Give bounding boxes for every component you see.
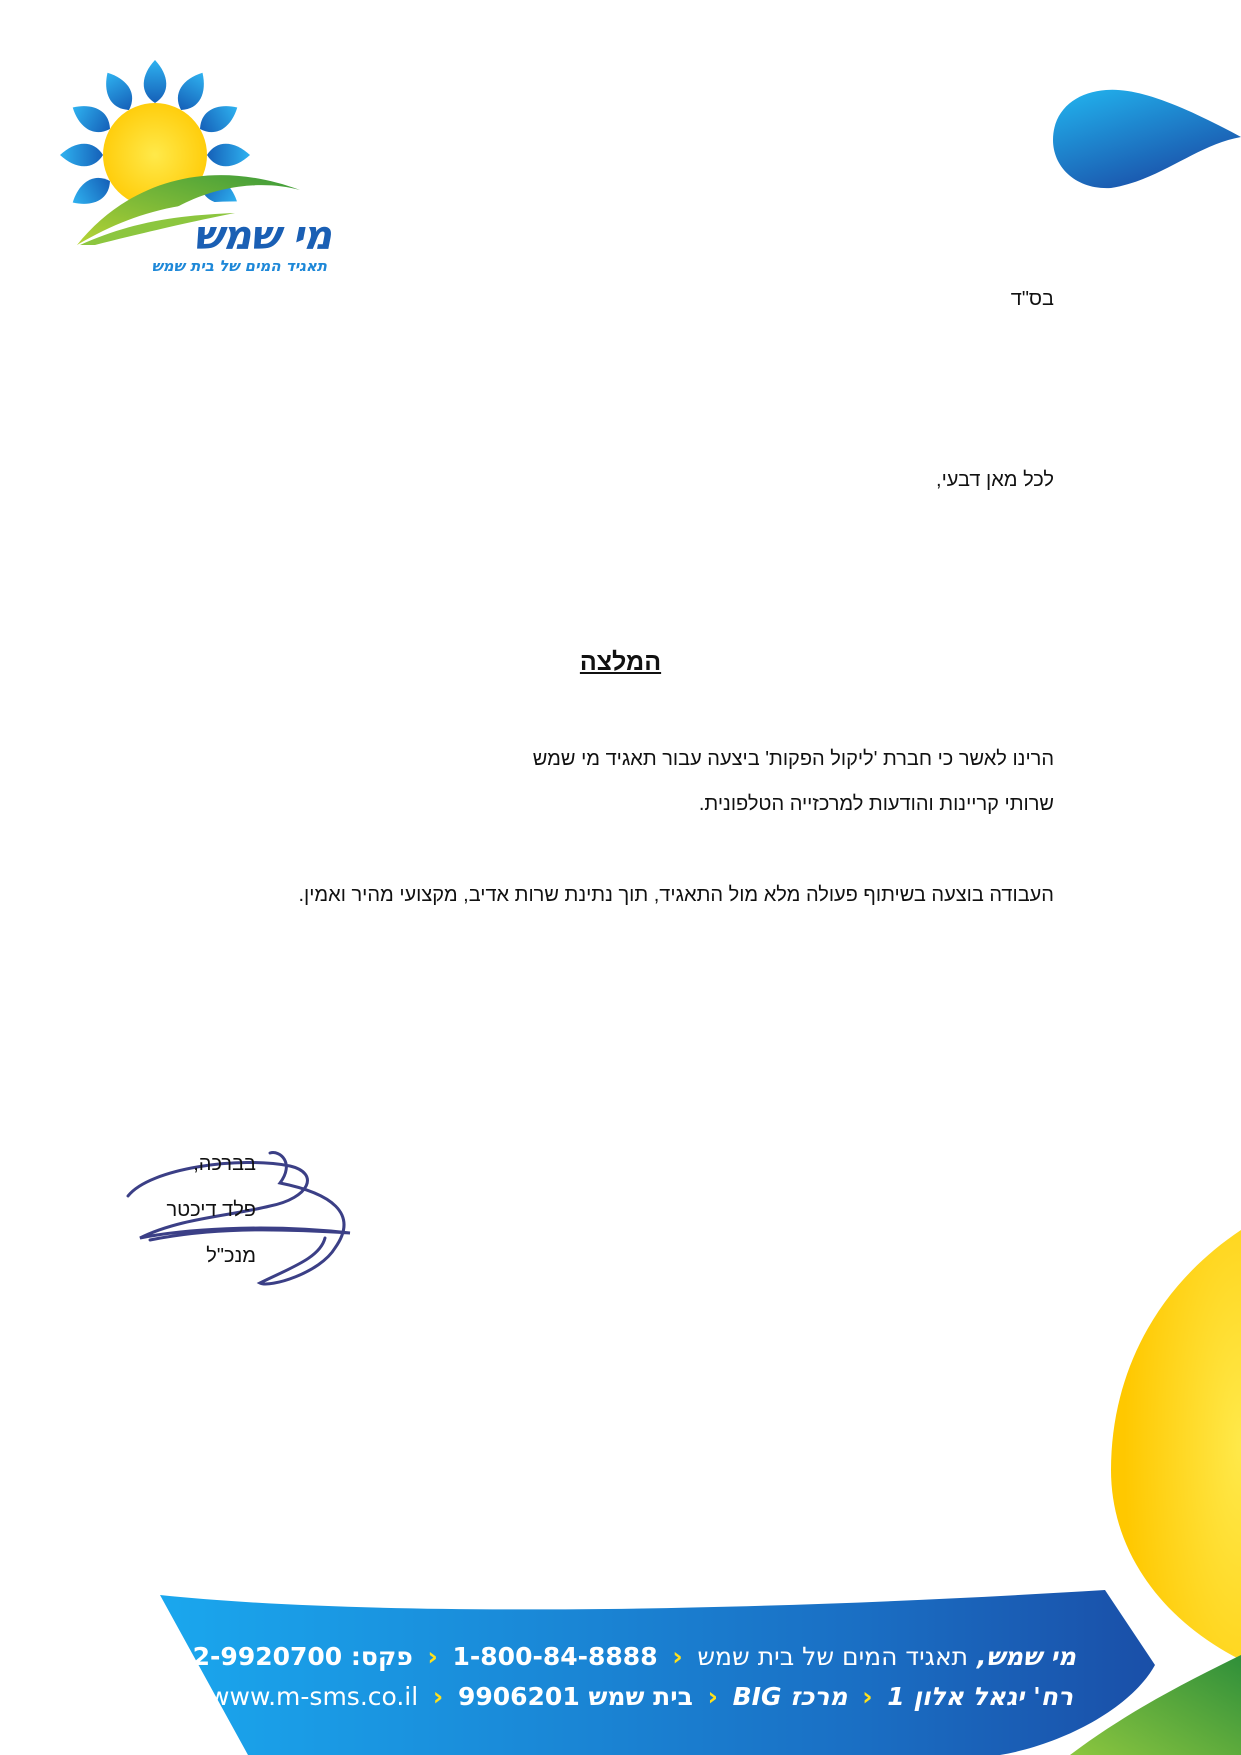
footer-zip: 9906201	[457, 1682, 580, 1711]
separator-chevron-icon: ‹	[862, 1682, 873, 1711]
signer-title: מנכ"ל	[206, 1245, 256, 1267]
signer-name: פלד דיכטר	[166, 1199, 256, 1221]
footer-contact-line	[175, 1642, 1076, 1671]
separator-chevron-icon: ‹	[427, 1642, 438, 1671]
footer-fax: 02-9920700	[175, 1642, 343, 1671]
letter-greeting: לכל מאן דבעי,	[936, 469, 1054, 491]
water-drop-icon	[1051, 85, 1241, 195]
letter-body-line-1: הרינו לאשר כי חברת 'ליקול הפקות' ביצעה עבור תאגיד מי שמש	[532, 748, 1054, 770]
footer-fax-label: פקס:	[350, 1642, 413, 1671]
logo-title: מי שמש	[193, 213, 331, 259]
footer-phone[interactable]: 1-800-84-8888	[452, 1642, 658, 1671]
logo-subtitle: תאגיד המים של בית שמש	[151, 257, 327, 275]
letter-body-paragraph-2: העבודה בוצעה בשיתוף פעולה מלא מול התאגיד, תוך נתינת שרות אדיב, מקצועי מהיר ואמין.	[298, 884, 1054, 906]
separator-chevron-icon: ‹	[432, 1682, 444, 1711]
handwritten-signature	[120, 1148, 400, 1288]
separator-chevron-icon: ‹	[672, 1642, 683, 1671]
footer-company: מי שמש,	[976, 1642, 1076, 1671]
company-logo	[55, 55, 345, 285]
bsd-header: בס"ד	[1010, 288, 1054, 310]
letter-heading: המלצה	[579, 648, 662, 676]
footer-address-line	[209, 1682, 1073, 1711]
footer-city: בית שמש	[588, 1682, 693, 1711]
closing: בברכה,	[193, 1153, 256, 1175]
water-drop-decoration	[1051, 85, 1241, 195]
footer-company-desc: תאגיד המים של בית שמש	[697, 1642, 969, 1671]
signature-block	[166, 1150, 256, 1288]
signature-scribble-icon	[120, 1148, 400, 1288]
footer-website-link[interactable]: www.m-sms.co.il	[209, 1682, 419, 1711]
separator-chevron-icon: ‹	[707, 1682, 718, 1711]
footer-band	[0, 1560, 1241, 1755]
footer-street: רח' יגאל אלון 1	[887, 1682, 1073, 1711]
footer-center: מרכז BIG	[732, 1682, 848, 1711]
letter-body-line-2: שרותי קריינות והודעות למרכזייה הטלפונית.	[698, 793, 1054, 815]
